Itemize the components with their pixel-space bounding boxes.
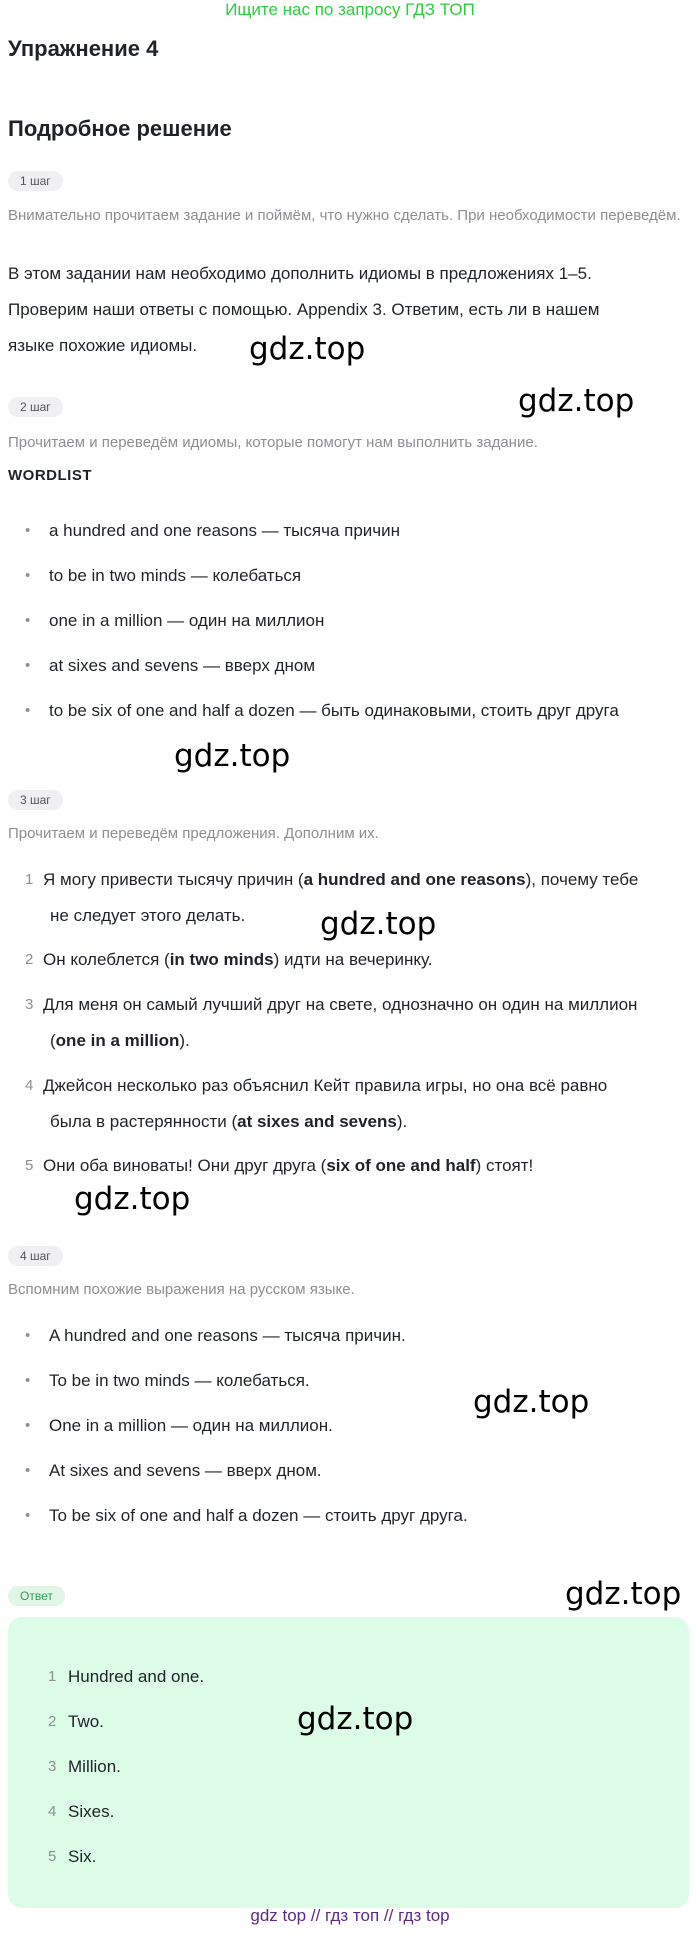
solution-title: Подробное решение xyxy=(8,116,232,141)
answer-text: Sixes. xyxy=(68,1802,115,1821)
idiom: at sixes and sevens xyxy=(237,1112,397,1131)
idiom: a hundred and one reasons xyxy=(303,870,526,889)
list-item: • one in a million — один на миллион xyxy=(8,609,698,654)
sentence-2 xyxy=(8,942,688,978)
wordlist xyxy=(8,519,698,744)
item-number: 1 xyxy=(25,871,34,888)
list-item: • at sixes and sevens — вверх дном xyxy=(8,654,698,699)
list-item: • To be in two minds — колебаться. xyxy=(8,1369,698,1414)
footer-link[interactable]: гдз top xyxy=(398,1906,450,1925)
item-number: 4 xyxy=(48,1803,57,1820)
sentence-text: ). xyxy=(179,1031,190,1050)
sentence-text: не следует этого делать. xyxy=(50,906,246,925)
watermark: gdz.top xyxy=(297,1701,414,1737)
sentence-text: ( xyxy=(50,1031,56,1050)
sentence-text: ), почему тебе xyxy=(525,870,639,889)
watermark: gdz.top xyxy=(174,738,291,774)
step-2-hint: Прочитаем и переведём идиомы, которые помогут нам выполнить задание. xyxy=(8,434,538,451)
step-4-hint: Вспомним похожие выражения на русском языке. xyxy=(8,1281,355,1298)
answer-text: Two. xyxy=(68,1712,104,1731)
sentence-text: Джейсон несколько раз объяснил Кейт правила игры, но она всё равно xyxy=(43,1076,608,1095)
step-4-badge: 4 шаг xyxy=(8,1246,63,1266)
sentence-text: ) стоят! xyxy=(475,1156,534,1175)
idiom: six of one and half xyxy=(326,1156,476,1175)
item-number: 4 xyxy=(25,1077,34,1094)
sentence-3 xyxy=(8,987,688,1059)
list-item: • A hundred and one reasons — тысяча причин. xyxy=(8,1324,698,1369)
sentence-text: была в растерянности ( xyxy=(50,1112,238,1131)
list-item: • to be in two minds — колебаться xyxy=(8,564,698,609)
watermark: gdz.top xyxy=(473,1384,590,1420)
answer-text: Hundred and one. xyxy=(68,1667,205,1686)
item-number: 2 xyxy=(48,1713,57,1730)
watermark: gdz.top xyxy=(74,1181,191,1217)
wordlist-title: WORDLIST xyxy=(8,467,92,484)
idiom: one in a million xyxy=(55,1031,180,1050)
exercise-title: Упражнение 4 xyxy=(8,36,159,61)
sentence-text: Он колеблется ( xyxy=(43,950,170,969)
step-1-line: В этом задании нам необходимо дополнить идиомы в предложениях 1–5. xyxy=(8,264,592,283)
list-item: • At sixes and sevens — вверх дном. xyxy=(8,1459,698,1504)
list-item: • a hundred and one reasons — тысяча причин xyxy=(8,519,698,564)
russian-equivalents xyxy=(8,1324,698,1549)
sentence-4 xyxy=(8,1068,688,1140)
top-banner[interactable]: Ищите нас по запросу ГДЗ ТОП xyxy=(225,0,475,19)
footer-separator: // xyxy=(383,1906,394,1925)
item-number: 2 xyxy=(25,951,34,968)
list-item: • To be six of one and half a dozen — стоить друг друга. xyxy=(8,1504,698,1549)
answer-box xyxy=(8,1617,689,1908)
watermark: gdz.top xyxy=(249,331,366,367)
watermark: gdz.top xyxy=(320,906,437,942)
item-number: 3 xyxy=(25,996,34,1013)
footer-links xyxy=(0,1906,700,1926)
item-number: 3 xyxy=(48,1758,57,1775)
watermark: gdz.top xyxy=(518,383,635,419)
sentence-text: Для меня он самый лучший друг на свете, однозначно он один на миллион xyxy=(43,995,638,1014)
step-1-line: языке похожие идиомы. xyxy=(8,336,198,355)
footer-link[interactable]: gdz top xyxy=(250,1906,307,1925)
step-1-badge: 1 шаг xyxy=(8,171,63,191)
item-number: 5 xyxy=(25,1157,34,1174)
sentence-5 xyxy=(8,1148,688,1184)
sentence-text: ). xyxy=(396,1112,408,1131)
answer-text: Six. xyxy=(68,1847,97,1866)
sentence-text: Они оба виноваты! Они друг друга ( xyxy=(43,1156,327,1175)
watermark: gdz.top xyxy=(565,1576,682,1612)
item-number: 5 xyxy=(48,1848,57,1865)
list-item: • to be six of one and half a dozen — быть одинаковыми, стоить друг друга xyxy=(8,699,698,744)
step-3-hint: Прочитаем и переведём предложения. Дополним их. xyxy=(8,825,379,842)
idiom: in two minds xyxy=(169,950,274,969)
footer-link[interactable]: гдз топ xyxy=(325,1906,380,1925)
step-3-badge: 3 шаг xyxy=(8,790,63,810)
sentence-text: Я могу привести тысячу причин ( xyxy=(43,870,304,889)
list-item: • One in a million — один на миллион. xyxy=(8,1414,698,1459)
sentence-text: ) идти на вечеринку. xyxy=(273,950,433,969)
step-1-line: Проверим наши ответы с помощью. Appendix 3. Ответим, есть ли в нашем xyxy=(8,300,600,319)
step-1-hint: Внимательно прочитаем задание и поймём, что нужно сделать. При необходимости переведём. xyxy=(8,207,681,224)
answer-badge: Ответ xyxy=(8,1586,65,1606)
answer-text: Million. xyxy=(68,1757,121,1776)
item-number: 1 xyxy=(48,1668,57,1685)
footer-separator: // xyxy=(310,1906,321,1925)
step-2-badge: 2 шаг xyxy=(8,397,63,417)
